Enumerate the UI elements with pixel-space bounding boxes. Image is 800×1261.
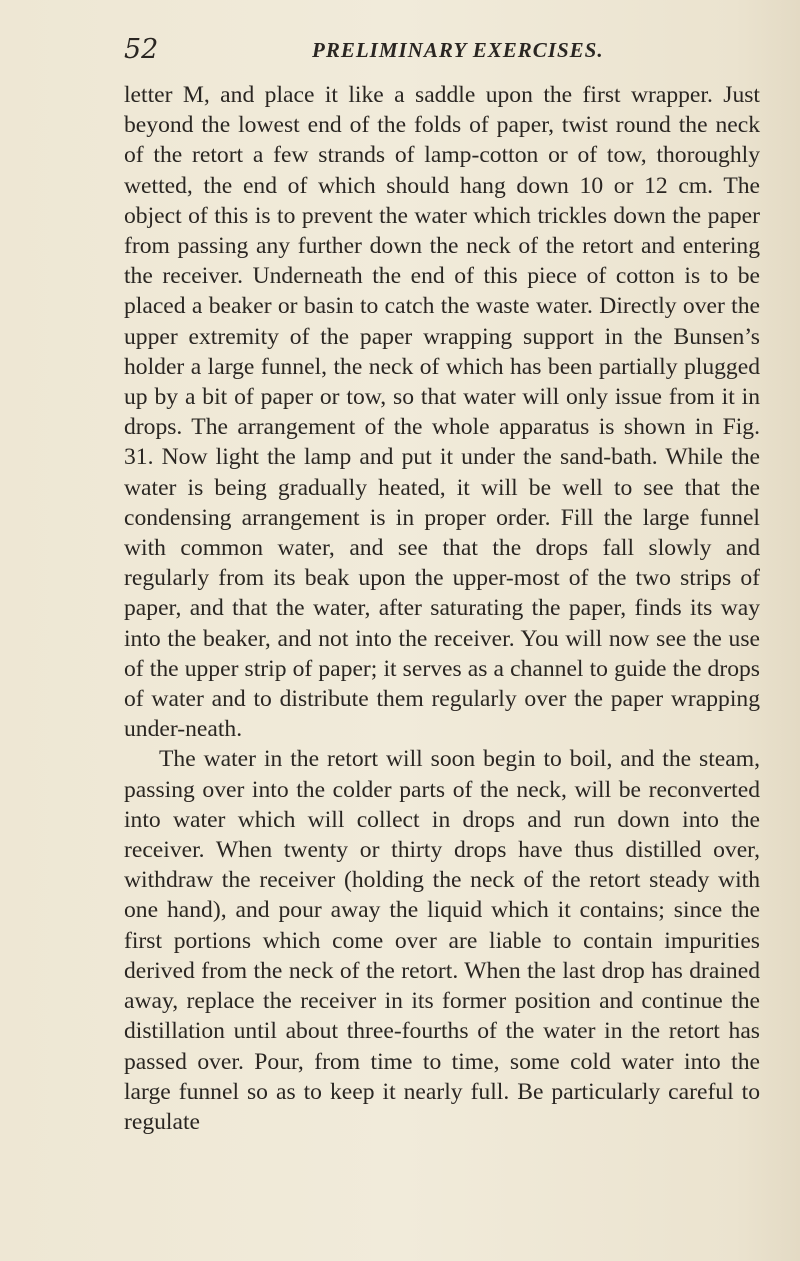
page-number: 52 xyxy=(124,34,159,65)
running-head: PRELIMINARY EXERCISES. xyxy=(312,38,604,62)
paragraph-continued: letter M, and place it like a saddle upon the first wrapper. Just beyond the lowest end of the folds of paper, twist round the neck of the retort a few strands of lamp-cotton or of tow, thoroughly wetted, the end of which should hang down 10 or 12 cm. The object of this is to prevent the water which trickles down the paper from passing any further down the neck of the retort and entering the receiver. Underneath the end of this piece of cotton is to be placed a beaker or basin to catch the waste water. Directly over the upper extremity of the paper wrapping support in the Bunsen’s holder a large funnel, the neck of which has been partially plugged up by a bit of paper or tow, so that water will only issue from it in drops. The arrangement of the whole apparatus is shown in Fig. 31. Now light the lamp and put it under the sand-bath. While the water is being gradually heated, it will be well to see that the condensing arrangement is in proper order. Fill the large funnel with common water, and see that the drops fall slowly and regularly from its beak upon the upper-most of the two strips of paper, and that the water, after saturating the paper, finds its way into the beaker, and not into the receiver. You will now see the use of the upper strip of paper; it serves as a channel to guide the drops of water and to distribute them regularly over the paper wrapping under-neath. xyxy=(124,82,760,743)
page-header xyxy=(0,34,800,74)
body-text xyxy=(124,80,760,1137)
paragraph-distillation: The water in the retort will soon begin to boil, and the steam, passing over into the colder parts of the neck, will be reconverted into water which will collect in drops and run down into the receiver. When twenty or thirty drops have thus distilled over, withdraw the receiver (holding the neck of the retort steady with one hand), and pour away the liquid which it contains; since the first portions which come over are liable to contain impurities derived from the neck of the retort. When the last drop has drained away, replace the receiver in its former position and continue the distillation until about three-fourths of the water in the retort has passed over. Pour, from time to time, some cold water into the large funnel so as to keep it nearly full. Be particularly careful to regulate xyxy=(124,746,760,1135)
